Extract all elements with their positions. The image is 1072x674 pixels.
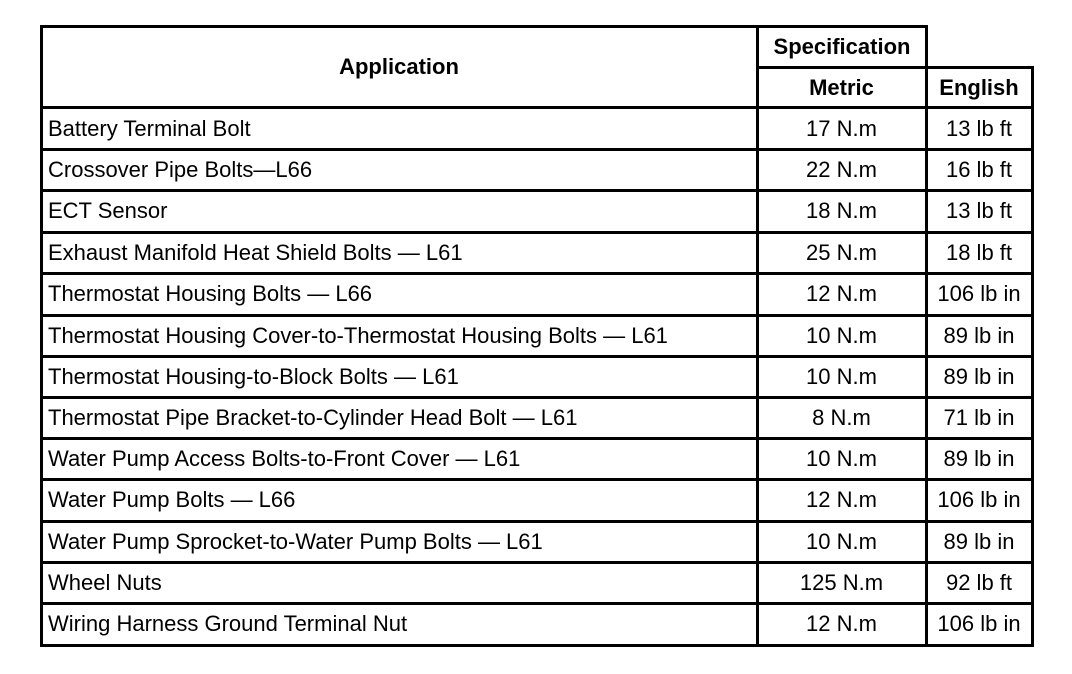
grid-line	[40, 478, 1034, 481]
grid-line	[40, 25, 927, 28]
application-cell: Water Pump Sprocket-to-Water Pump Bolts — L61	[48, 528, 543, 554]
english-cell: 89 lb in	[943, 528, 1015, 554]
application-cell: Thermostat Housing Bolts — L66	[48, 280, 373, 306]
grid-line	[40, 272, 1034, 275]
metric-cell: 12 N.m	[806, 610, 877, 636]
header-application: Application	[339, 54, 459, 79]
header-metric: Metric	[809, 75, 874, 100]
grid-line	[40, 231, 1034, 234]
grid-line	[40, 437, 1034, 440]
metric-cell: 10 N.m	[806, 528, 877, 554]
application-cell: ECT Sensor	[48, 197, 168, 223]
grid-line	[925, 25, 928, 647]
english-cell: 89 lb in	[943, 322, 1015, 348]
application-cell: Wiring Harness Ground Terminal Nut	[48, 610, 408, 636]
grid-line	[40, 396, 1034, 399]
application-cell: Thermostat Housing Cover-to-Thermostat Housing Bolts — L61	[48, 322, 668, 348]
application-cell: Crossover Pipe Bolts—L66	[48, 156, 313, 182]
grid-line	[40, 314, 1034, 317]
metric-cell: 8 N.m	[812, 404, 871, 430]
english-cell: 106 lb in	[937, 486, 1021, 512]
english-cell: 106 lb in	[937, 280, 1021, 306]
metric-cell: 10 N.m	[806, 322, 877, 348]
english-cell: 106 lb in	[937, 610, 1021, 636]
grid-line	[925, 66, 1034, 69]
application-cell: Water Pump Access Bolts-to-Front Cover — L61	[48, 445, 521, 471]
english-cell: 13 lb ft	[945, 115, 1013, 141]
application-cell: Battery Terminal Bolt	[48, 115, 251, 141]
grid-line	[1031, 66, 1034, 647]
metric-cell: 18 N.m	[806, 197, 877, 223]
metric-cell: 125 N.m	[799, 569, 884, 595]
grid-line	[756, 25, 759, 647]
english-cell: 13 lb ft	[945, 197, 1013, 223]
grid-line	[40, 25, 43, 647]
header-english: English	[939, 75, 1019, 100]
application-cell: Thermostat Housing-to-Block Bolts — L61	[48, 363, 459, 389]
application-cell: Wheel Nuts	[48, 569, 162, 595]
english-cell: 89 lb in	[943, 445, 1015, 471]
english-cell: 71 lb in	[943, 404, 1015, 430]
metric-cell: 25 N.m	[806, 239, 877, 265]
grid-line	[40, 561, 1034, 564]
header-specification: Specification	[773, 34, 911, 59]
english-cell: 16 lb ft	[945, 156, 1013, 182]
metric-cell: 10 N.m	[806, 445, 877, 471]
grid-line	[40, 189, 1034, 192]
grid-line	[40, 644, 1034, 647]
english-cell: 92 lb ft	[945, 569, 1013, 595]
english-cell: 89 lb in	[943, 363, 1015, 389]
application-cell: Water Pump Bolts — L66	[48, 486, 296, 512]
grid-line	[40, 148, 1034, 151]
metric-cell: 17 N.m	[806, 115, 877, 141]
grid-line	[40, 355, 1034, 358]
english-cell: 18 lb ft	[945, 239, 1013, 265]
application-cell: Exhaust Manifold Heat Shield Bolts — L61	[48, 239, 463, 265]
grid-line	[40, 106, 1034, 109]
grid-line	[757, 66, 927, 69]
metric-cell: 22 N.m	[806, 156, 877, 182]
grid-line	[40, 602, 1034, 605]
metric-cell: 10 N.m	[806, 363, 877, 389]
metric-cell: 12 N.m	[806, 280, 877, 306]
application-cell: Thermostat Pipe Bracket-to-Cylinder Head Bolt — L61	[48, 404, 578, 430]
metric-cell: 12 N.m	[806, 486, 877, 512]
grid-line	[40, 520, 1034, 523]
